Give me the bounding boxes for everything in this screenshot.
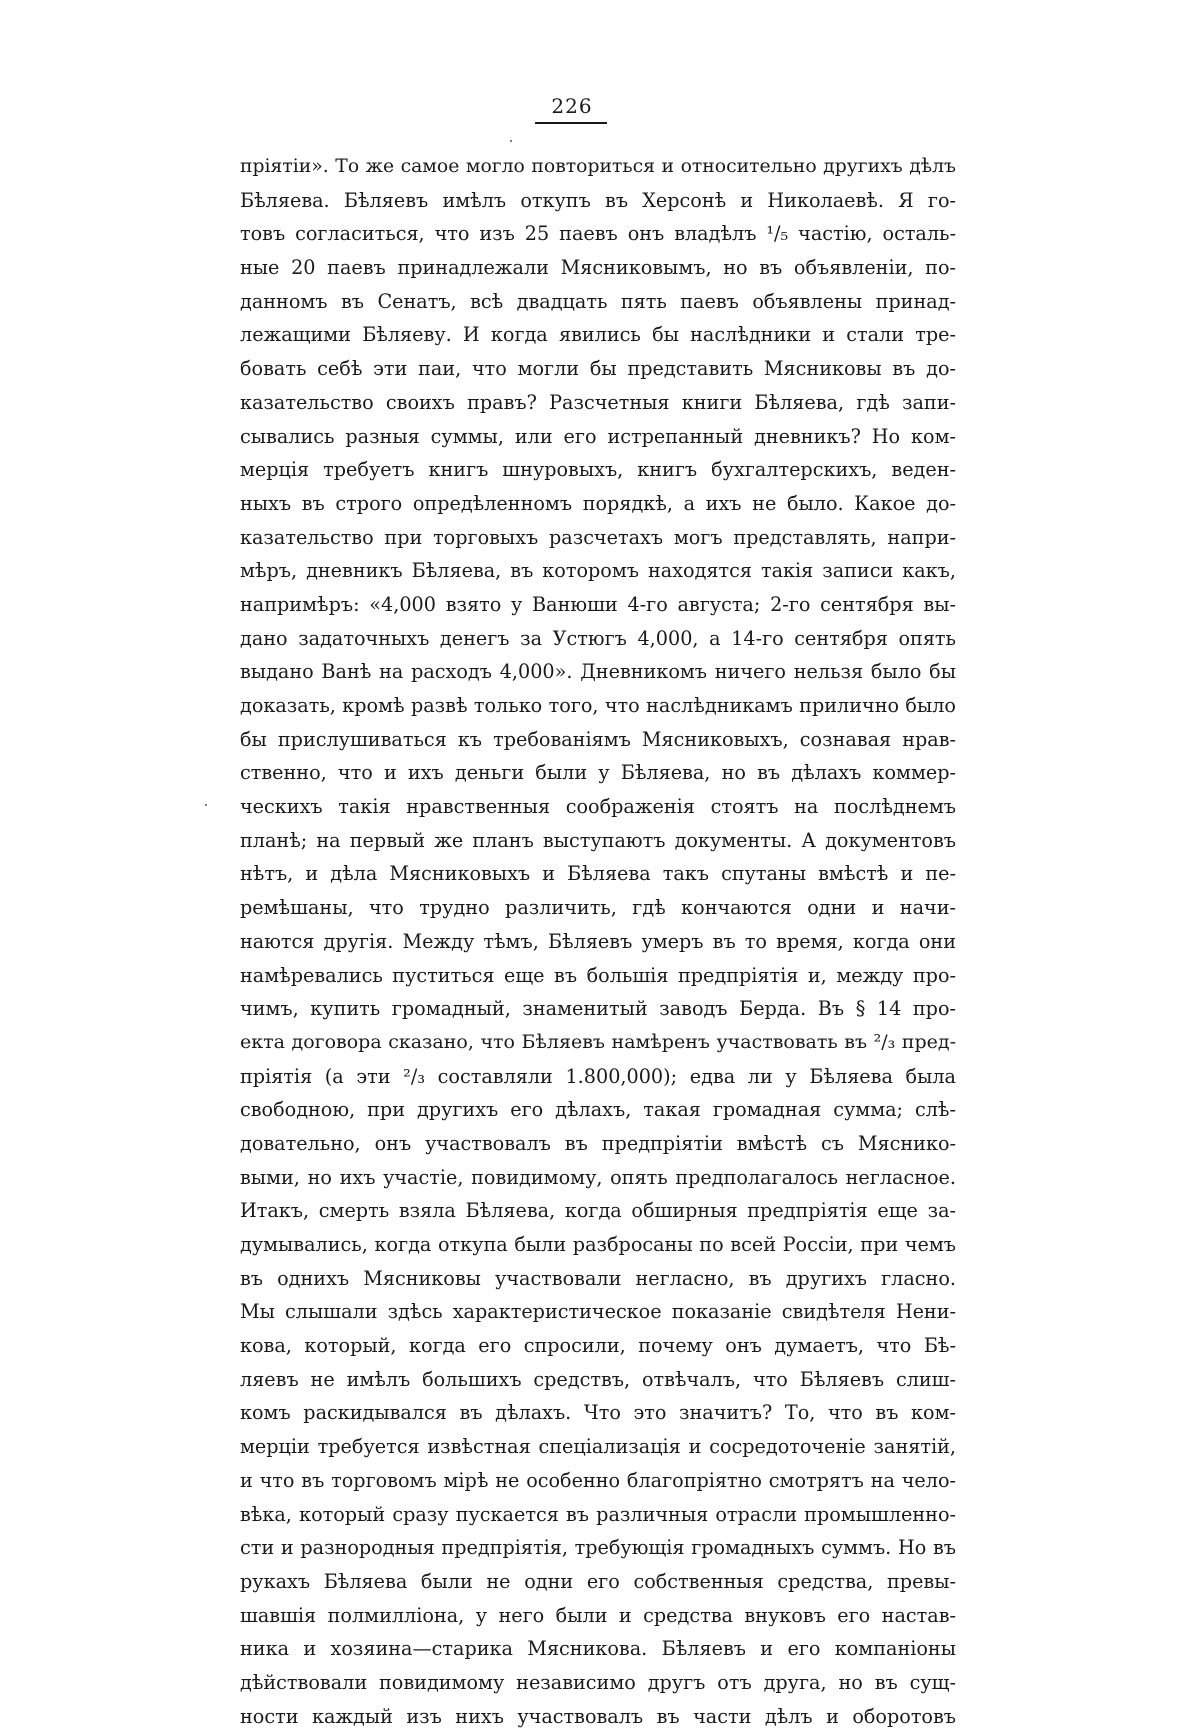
text-line: въ однихъ Мясниковы участвовали негласно, въ другихъ гласно. (240, 1266, 956, 1290)
text-line: дѣйствовали повидимому независимо другъ отъ друга, но въ сущ- (240, 1670, 956, 1694)
text-line: рукахъ Бѣляева были не одни его собственныя средства, превы- (240, 1569, 956, 1593)
text-line: Итакъ, смерть взяла Бѣляева, когда обширныя предпріятія еще за- (240, 1199, 956, 1223)
text-line: пріятія (а эти ²/₃ составляли 1.800,000); едва ли у Бѣляева была (240, 1064, 956, 1088)
text-line: дано задаточныхъ денегъ за Устюгъ 4,000, а 14-го сентября опять (240, 626, 956, 650)
text-line: лежащими Бѣляеву. И когда явились бы наслѣдники и стали тре- (240, 323, 956, 347)
text-line: выми, но ихъ участіе, повидимому, опять предполагалось негласное. (240, 1165, 956, 1189)
print-speck (510, 140, 512, 142)
text-line: данномъ въ Сенатъ, всѣ двадцать пять паевъ объявлены принад- (240, 289, 956, 313)
page-number: 226 (551, 94, 593, 118)
text-line: бовать себѣ эти паи, что могли бы представить Мясниковы въ до- (240, 357, 956, 381)
text-line: казательство при торговыхъ разсчетахъ могъ представлять, напри- (240, 525, 956, 549)
print-speck (205, 804, 207, 806)
text-line: ляевъ не имѣлъ большихъ средствъ, отвѣчалъ, что Бѣляевъ слиш- (240, 1367, 956, 1391)
text-line: сывались разныя суммы, или его истрепанный дневникъ? Но ком- (240, 424, 956, 448)
text-line: Мы слышали здѣсь характеристическое показаніе свидѣтеля Нени- (240, 1300, 956, 1324)
text-line: комъ раскидывался въ дѣлахъ. Что это значитъ? То, что въ ком- (240, 1401, 956, 1425)
text-line: доказать, кромѣ развѣ только того, что наслѣдникамъ прилично было (240, 694, 956, 717)
text-line: напримѣръ: «4,000 взято у Ванюши 4-го августа; 2-го сентября вы- (240, 592, 956, 616)
text-line: думывались, когда откупа были разбросаны по всей Россіи, при чемъ (240, 1233, 956, 1256)
text-line: ности каждый изъ нихъ участвовалъ въ части дѣлъ и оборотовъ (240, 1704, 956, 1728)
text-line: казательство своихъ правъ? Разсчетныя книги Бѣляева, гдѣ запи- (240, 390, 956, 414)
text-line: и что въ торговомъ мірѣ не особенно благопріятно смотрятъ на чело- (240, 1468, 956, 1492)
text-line: бы прислушиваться къ требованіямъ Мясниковыхъ, сознавая нрав- (240, 727, 956, 751)
text-line: чимъ, купить громадный, знаменитый заводъ Берда. Въ § 14 про- (240, 997, 956, 1021)
text-line: пріятіи». То же самое могло повториться и относительно другихъ дѣлъ (240, 156, 956, 177)
text-line: сти и разнородныя предпріятія, требующія громадныхъ суммъ. Но въ (240, 1536, 956, 1560)
text-line: кова, который, когда его спросили, почему онъ думаетъ, что Бѣ- (240, 1334, 956, 1358)
text-line: ника и хозяина—старика Мясникова. Бѣляевъ и его компаніоны (240, 1637, 956, 1661)
text-line: ные 20 паевъ принадлежали Мясниковымъ, но въ объявленіи, по- (240, 256, 956, 280)
text-line: товъ согласиться, что изъ 25 паевъ онъ владѣлъ ¹/₅ частію, осталь- (240, 222, 956, 246)
text-line: планѣ; на первый же планъ выступаютъ документы. А документовъ (240, 828, 956, 852)
text-line: мѣръ, дневникъ Бѣляева, въ которомъ находятся такія записи какъ, (240, 559, 956, 583)
text-line: свободною, при другихъ его дѣлахъ, такая громадная сумма; слѣ- (240, 1098, 956, 1122)
text-line: ремѣшаны, что трудно различить, гдѣ кончаются одни и начи- (240, 896, 956, 920)
text-line: шавшія полмилліона, у него были и средства внуковъ его настав- (240, 1603, 956, 1627)
page-number-rule (535, 122, 607, 124)
text-line: ныхъ въ строго опредѣленномъ порядкѣ, а ихъ не было. Какое до- (240, 491, 956, 515)
text-line: екта договора сказано, что Бѣляевъ намѣренъ участвовать въ ²/₃ пред- (240, 1030, 956, 1053)
text-line: Бѣляева. Бѣляевъ имѣлъ откупъ въ Херсонѣ и Николаевѣ. Я го- (240, 188, 956, 212)
text-line: выдано Ванѣ на расходъ 4,000». Дневникомъ ничего нельзя было бы (240, 660, 956, 684)
text-line: мерція требуетъ книгъ шнуровыхъ, книгъ бухгалтерскихъ, веден- (240, 458, 956, 482)
text-line: ческихъ такія нравственныя соображенія стоятъ на послѣднемъ (240, 795, 956, 819)
text-line: намѣревались пуститься еще въ большія предпріятія и, между про- (240, 963, 956, 987)
text-line: нѣтъ, и дѣла Мясниковыхъ и Бѣляева такъ спутаны вмѣстѣ и пе- (240, 862, 956, 886)
text-line: довательно, онъ участвовалъ въ предпріятіи вмѣстѣ съ Мяснико- (240, 1131, 956, 1155)
text-line: наются другія. Между тѣмъ, Бѣляевъ умеръ въ то время, когда они (240, 929, 956, 953)
body-text (240, 150, 956, 1733)
text-line: ственно, что и ихъ деньги были у Бѣляева, но въ дѣлахъ коммер- (240, 761, 956, 785)
text-line: мерціи требуется извѣстная спеціализація и сосредоточеніе занятій, (240, 1435, 956, 1459)
text-line: вѣка, который сразу пускается въ различныя отрасли промышленно- (240, 1502, 956, 1526)
